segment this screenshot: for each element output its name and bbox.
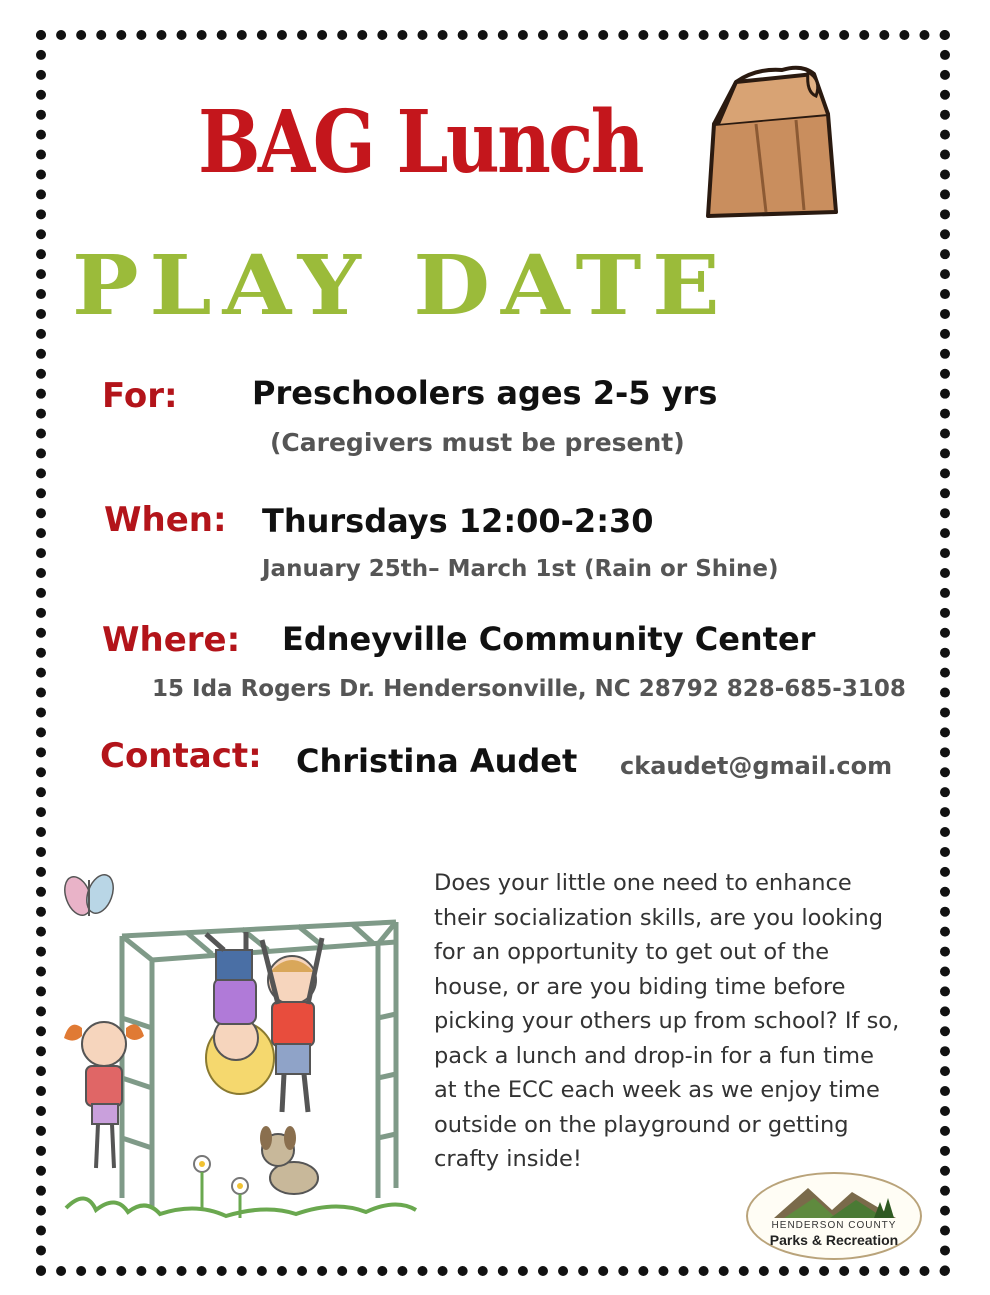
playground-illustration [56,868,426,1230]
description-line: their socialization skills, are you looking [434,904,884,931]
for-label: For: [102,376,178,416]
when-value: Thursdays 12:00-2:30 [262,502,654,540]
where-label: Where: [102,620,241,660]
for-note: (Caregivers must be present) [270,428,685,457]
contact-label: Contact: [100,736,262,776]
description-line: at the ECC each week as we enjoy time [434,1077,880,1103]
description-line: for an opportunity to get out of the [434,939,830,965]
description-line: picking your others up from school? If so, [434,1008,900,1034]
contact-value: Christina Audet [296,742,578,780]
description-line: crafty inside! [434,1146,582,1172]
butterfly-icon [60,871,118,919]
flyer-subtitle: PLAY DATE [72,238,731,334]
mountains-logo [774,1180,896,1220]
logo-line2: Parks & Recreation [769,1232,899,1248]
when-label: When: [104,500,227,540]
description-line: Does your little one need to enhance [434,870,852,896]
description-line: house, or are you biding time before [434,973,846,1000]
contact-email: ckaudet@gmail.com [620,752,893,780]
for-value: Preschoolers ages 2-5 yrs [252,374,718,412]
where-note: 15 Ida Rogers Dr. Hendersonville, NC 28792 828-685-3108 [152,676,906,702]
description-paragraph [434,866,924,1177]
when-note: January 25th– March 1st (Rain or Shine) [262,556,779,582]
flyer-title: BAG Lunch [198,92,642,193]
paper-bag-icon [696,62,846,222]
description-line: pack a lunch and drop-in for a fun time [434,1042,874,1069]
where-value: Edneyville Community Center [282,620,816,658]
description-line: outside on the playground or getting [434,1111,849,1138]
logo-line1: HENDERSON COUNTY [771,1220,897,1231]
parks-recreation-logo [746,1172,922,1260]
